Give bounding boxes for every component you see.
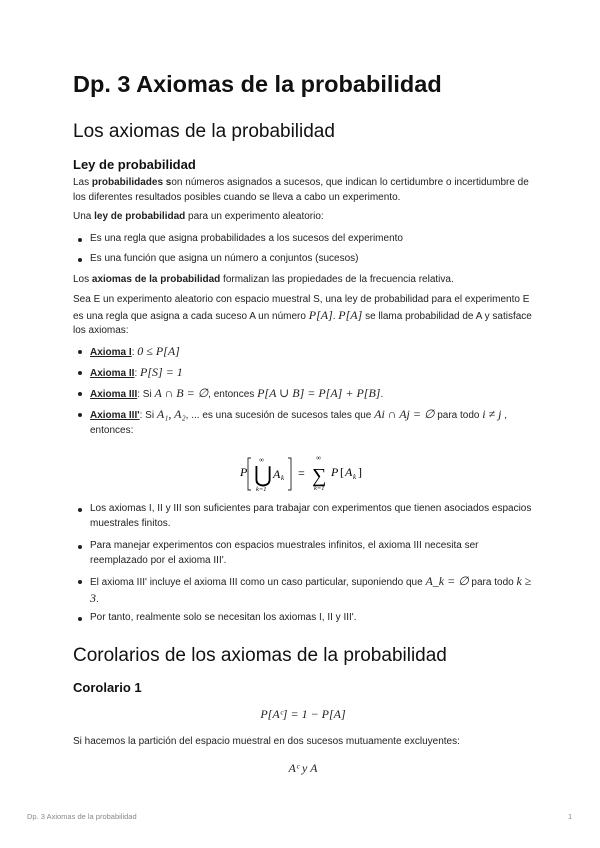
axiom-2: Axioma II: P[S] = 1 [73, 365, 533, 382]
axioms-paragraph: Los axiomas de la probabilidad formalizan las propiedades de la frecuencia relativa. [73, 274, 454, 285]
svg-text:k: k [353, 473, 357, 481]
subheading-ley: Ley de probabilidad [73, 157, 196, 172]
countable-additivity-formula [240, 452, 380, 494]
list-item: Por tanto, realmente solo se necesitan los axiomas I, II y III'. [73, 611, 533, 626]
list-item: Es una función que asigna un número a conjuntos (sucesos) [73, 252, 533, 267]
svg-text:]: ] [358, 465, 362, 479]
svg-text:A: A [345, 465, 353, 479]
section-heading-corolarios: Corolarios de los axiomas de la probabilidad [73, 645, 447, 666]
axiom-3: Axioma III: Si A ∩ B = ∅, entonces P[A ∪ B] = P[A] + P[B]. [73, 386, 533, 403]
svg-text:∞: ∞ [316, 454, 321, 462]
svg-text:k: k [281, 474, 285, 482]
definition-paragraph: Una ley de probabilidad para un experimento aleatorio: [73, 211, 324, 222]
list-item: Es una regla que asigna probabilidades a los sucesos del experimento [73, 232, 533, 247]
svg-text:k=1: k=1 [314, 485, 325, 492]
corolario-formula: P[Aᶜ] = 1 − P[A] [260, 707, 346, 721]
svg-text:k=1: k=1 [256, 486, 267, 493]
section-heading-axiomas: Los axiomas de la probabilidad [73, 121, 335, 142]
svg-text:=: = [298, 466, 305, 480]
svg-text:P: P [331, 465, 339, 479]
partition-paragraph: Si hacemos la partición del espacio muestral en dos sucesos mutuamente excluyentes: [73, 736, 460, 747]
intro-paragraph: Las probabilidades son números asignados a sucesos, que indican lo certidumbre o incertidumbre de los diferentes resultados posibles cuando se lleva a cabo un experimento. [73, 177, 529, 203]
svg-text:A: A [273, 467, 281, 481]
list-item: Para manejar experimentos con espacios muestrales infinitos, el axioma III necesita ser reemplazado por el axioma III'. [73, 539, 533, 568]
svg-text:P: P [240, 465, 248, 479]
svg-text:∞: ∞ [259, 456, 264, 464]
svg-text:⋃: ⋃ [254, 462, 273, 487]
axiom-1: Axioma I: 0 ≤ P[A] [73, 344, 533, 361]
partition-formula: Aᶜ y A [288, 761, 318, 775]
page-number: 1 [568, 812, 573, 821]
footer-title: Dp. 3 Axiomas de la probabilidad [27, 812, 137, 821]
list-item: Los axiomas I, II y III son suficientes para trabajar con experimentos que tienen asociados espacios muestrales finitos. [73, 502, 533, 531]
list-item: El axioma III' incluye el axioma III como un caso particular, suponiendo que A_k = ∅ para todo k ≥ 3. [73, 574, 533, 607]
page-title: Dp. 3 Axiomas de la probabilidad [73, 71, 442, 97]
sea-paragraph: Sea E un experimento aleatorio con espacio muestral S, una ley de probabilidad para el experimento E es una regla que asigna a cada suceso A un número P[A]. P[A] se llama probabilidad de A y satisface los axiomas: [73, 294, 532, 336]
subheading-corolario-1: Corolario 1 [73, 680, 142, 695]
svg-text:∑: ∑ [312, 465, 327, 487]
axiom-3-prime: Axioma III': Si A₁, A₂, ... es una sucesión de sucesos tales que Ai ∩ Aj = ∅ para todo i ≠ j , entonces: [73, 407, 533, 438]
svg-text:[: [ [340, 465, 344, 479]
